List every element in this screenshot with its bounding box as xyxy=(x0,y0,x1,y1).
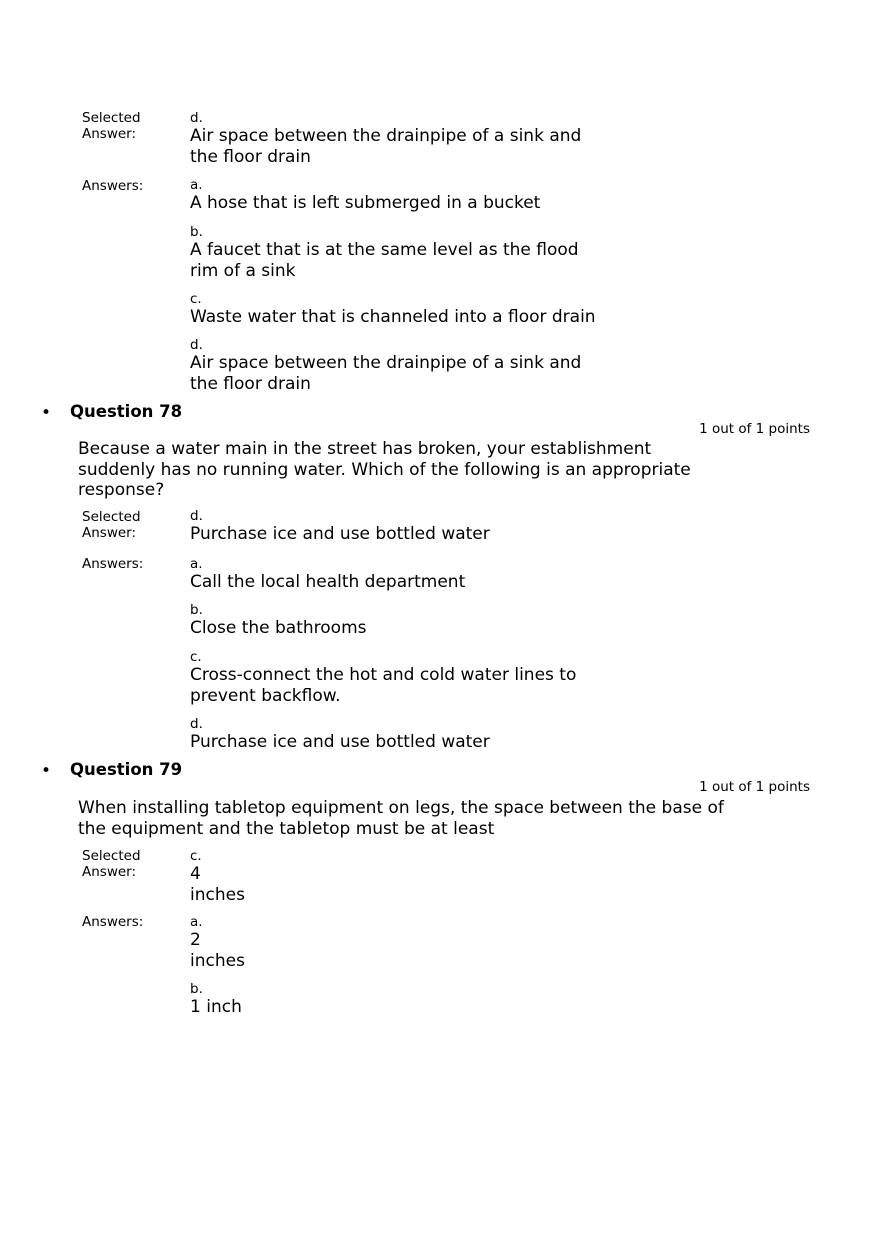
answers-label: Answers: xyxy=(82,556,144,572)
answer-text: Cross-connect the hot and cold water lines to prevent backflow. xyxy=(190,665,577,706)
selected-label-line1: Selected xyxy=(82,110,141,126)
answer-letter: b. xyxy=(190,981,203,997)
question-79-text: When installing tabletop equipment on legs, the space between the base of the equipment and the tabletop must be at least xyxy=(78,798,724,839)
q77-answer-d xyxy=(190,338,630,394)
answer-letter: d. xyxy=(190,337,203,353)
answer-letter: d. xyxy=(190,508,203,524)
question-bullet: • xyxy=(41,403,52,423)
q78-answer-d xyxy=(190,717,630,753)
answer-text-line1: 2 xyxy=(190,930,201,950)
answers-label: Answers: xyxy=(82,178,144,194)
answer-letter: d. xyxy=(190,716,203,732)
selected-answer-label xyxy=(82,110,141,142)
q77-answer-b xyxy=(190,225,630,281)
q79-answer-a xyxy=(190,915,630,971)
q77-answer-a xyxy=(190,178,630,214)
answer-text: Air space between the drainpipe of a sink and the floor drain xyxy=(190,126,582,167)
answer-text-line1: 1 inch xyxy=(190,997,242,1017)
q78-answer-c xyxy=(190,650,630,706)
answer-text-line1: 4 xyxy=(190,864,201,884)
answer-text-line2: inches xyxy=(190,884,245,905)
question-78-title: Question 78 xyxy=(70,402,183,421)
selected-label-line1: Selected xyxy=(82,848,141,864)
question-79-points: 1 out of 1 points xyxy=(699,779,810,795)
selected-label-line2: Answer: xyxy=(82,126,137,142)
selected-answer-label xyxy=(82,848,141,880)
answer-text: Purchase ice and use bottled water xyxy=(190,732,490,752)
q77-selected-answer xyxy=(190,111,630,167)
answer-letter: a. xyxy=(190,177,203,193)
q78-selected-answer xyxy=(190,509,630,545)
question-78-points: 1 out of 1 points xyxy=(699,421,810,437)
answer-letter: a. xyxy=(190,556,203,572)
selected-label-line2: Answer: xyxy=(82,864,137,880)
answer-text: Air space between the drainpipe of a sink and the floor drain xyxy=(190,353,582,394)
question-bullet: • xyxy=(41,761,52,781)
selected-label-line1: Selected xyxy=(82,509,141,525)
answer-letter: d. xyxy=(190,110,203,126)
answer-text: Call the local health department xyxy=(190,572,466,592)
answer-text: Purchase ice and use bottled water xyxy=(190,524,490,544)
answer-letter: c. xyxy=(190,649,202,665)
answer-letter: a. xyxy=(190,914,203,930)
question-78-text: Because a water main in the street has broken, your establishment suddenly has no running water. Which of the following is an appropriate response? xyxy=(78,439,691,500)
question-79-title: Question 79 xyxy=(70,760,183,779)
answer-text: Waste water that is channeled into a floor drain xyxy=(190,307,596,327)
answer-text: A hose that is left submerged in a bucket xyxy=(190,193,541,213)
q78-answer-b xyxy=(190,603,630,639)
answer-letter: b. xyxy=(190,224,203,240)
answer-letter: c. xyxy=(190,291,202,307)
q78-answer-a xyxy=(190,557,630,593)
q77-answer-c xyxy=(190,292,630,328)
answers-label: Answers: xyxy=(82,914,144,930)
selected-label-line2: Answer: xyxy=(82,525,137,541)
q79-selected-answer xyxy=(190,849,630,905)
q79-answer-b xyxy=(190,982,630,1018)
answer-text: A faucet that is at the same level as the flood rim of a sink xyxy=(190,240,579,281)
answer-letter: b. xyxy=(190,602,203,618)
selected-answer-label xyxy=(82,509,141,541)
answer-text-line2: inches xyxy=(190,950,245,971)
answer-text: Close the bathrooms xyxy=(190,618,367,638)
answer-letter: c. xyxy=(190,848,202,864)
